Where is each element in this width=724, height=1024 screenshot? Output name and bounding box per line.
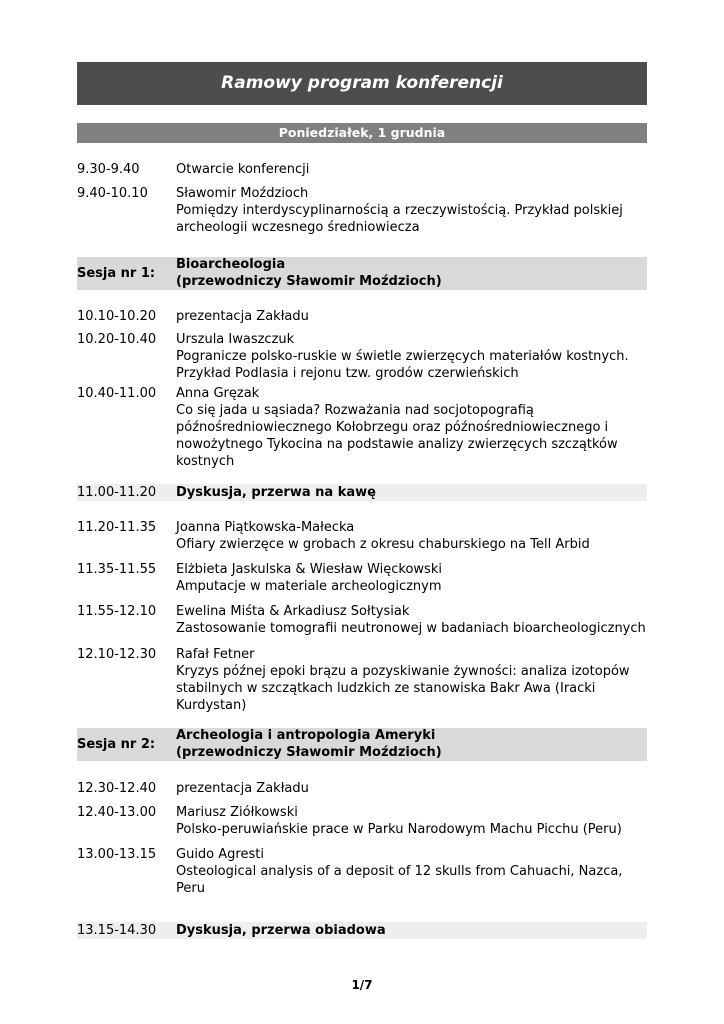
session-header — [77, 728, 647, 761]
session-label: Sesja nr 2: — [77, 737, 156, 752]
time-slot: 12.10-12.30 — [77, 647, 157, 662]
talk-title-line: Osteological analysis of a deposit of 12 skulls from Cahuachi, Nazca, — [176, 864, 623, 879]
talk-title-line: późnośredniowiecznego Kołobrzegu oraz późnośredniowiecznego i — [176, 420, 609, 435]
break-row — [77, 922, 647, 939]
page-number: 1/7 — [351, 978, 373, 992]
time-slot: 10.10-10.20 — [77, 309, 157, 324]
speaker-name: Mariusz Ziółkowski — [176, 805, 298, 820]
item-title: prezentacja Zakładu — [176, 309, 309, 324]
talk-title-line: Kryzys późnej epoki brązu a pozyskiwanie żywności: analiza izotopów — [176, 664, 630, 679]
time-slot: 11.20-11.35 — [77, 520, 157, 535]
session-label: Sesja nr 1: — [77, 266, 156, 281]
speaker-name: Ewelina Miśta & Arkadiusz Sołtysiak — [176, 604, 410, 619]
item-title: Otwarcie konferencji — [176, 162, 310, 177]
talk-title-line: Peru — [176, 881, 205, 896]
time-slot: 10.40-11.00 — [77, 386, 157, 401]
time-slot: 10.20-10.40 — [77, 332, 157, 347]
time-slot: 11.35-11.55 — [77, 562, 157, 577]
speaker-name: Urszula Iwaszczuk — [176, 332, 295, 347]
session-header — [77, 257, 647, 290]
time-slot: 9.30-9.40 — [77, 162, 140, 177]
session-chair: (przewodniczy Sławomir Moździoch) — [176, 744, 442, 760]
talk-title-line: Polsko-peruwiańskie prace w Parku Narodowym Machu Picchu (Peru) — [176, 822, 622, 837]
talk-title-line: nowożytnego Tykocina na podstawie analizy zwierzęcych szczątków — [176, 437, 618, 452]
talk-title-line: Zastosowanie tomografii neutronowej w badaniach bioarcheologicznych — [176, 621, 646, 636]
time-slot: 13.15-14.30 — [77, 923, 157, 938]
time-slot: 12.40-13.00 — [77, 805, 157, 820]
talk-title-line: kostnych — [176, 454, 235, 469]
page-title: Ramowy program konferencji — [77, 62, 647, 105]
talk-title-line: Przykład Podlasia i rejonu tzw. grodów czerwieńskich — [176, 366, 519, 381]
session-title: Bioarcheologia — [176, 257, 286, 272]
item-title: prezentacja Zakładu — [176, 781, 309, 796]
speaker-name: Rafał Fetner — [176, 647, 255, 662]
time-slot: 13.00-13.15 — [77, 847, 157, 862]
speaker-name: Anna Gręzak — [176, 386, 260, 401]
session-chair: (przewodniczy Sławomir Moździoch) — [176, 273, 442, 289]
talk-title-line: stabilnych w szczątkach ludzkich ze stanowiska Bakr Awa (Iracki — [176, 681, 596, 696]
talk-title-line: archeologii wczesnego średniowiecza — [176, 220, 420, 235]
talk-title-line: Co się jada u sąsiada? Rozważania nad socjotopografią — [176, 403, 534, 418]
talk-title-line: Pomiędzy interdyscyplinarnością a rzeczywistością. Przykład polskiej — [176, 203, 623, 218]
speaker-name: Elżbieta Jaskulska & Wiesław Więckowski — [176, 562, 442, 577]
session-title: Archeologia i antropologia Ameryki — [176, 728, 436, 743]
speaker-name: Guido Agresti — [176, 847, 264, 862]
speaker-name: Sławomir Moździoch — [176, 186, 309, 201]
day-header: Poniedziałek, 1 grudnia — [77, 123, 647, 143]
talk-title-line: Pogranicze polsko-ruskie w świetle zwierzęcych materiałów kostnych. — [176, 349, 629, 364]
time-slot: 9.40-10.10 — [77, 186, 148, 201]
break-title: Dyskusja, przerwa obiadowa — [176, 923, 386, 938]
talk-title-line: Kurdystan) — [176, 698, 247, 713]
time-slot: 11.55-12.10 — [77, 604, 157, 619]
break-row — [77, 484, 647, 501]
time-slot: 11.00-11.20 — [77, 485, 157, 500]
speaker-name: Joanna Piątkowska-Małecka — [176, 520, 355, 535]
talk-title-line: Amputacje w materiale archeologicznym — [176, 579, 442, 594]
time-slot: 12.30-12.40 — [77, 781, 157, 796]
talk-title-line: Ofiary zwierzęce w grobach z okresu chaburskiego na Tell Arbid — [176, 537, 590, 552]
break-title: Dyskusja, przerwa na kawę — [176, 485, 376, 500]
